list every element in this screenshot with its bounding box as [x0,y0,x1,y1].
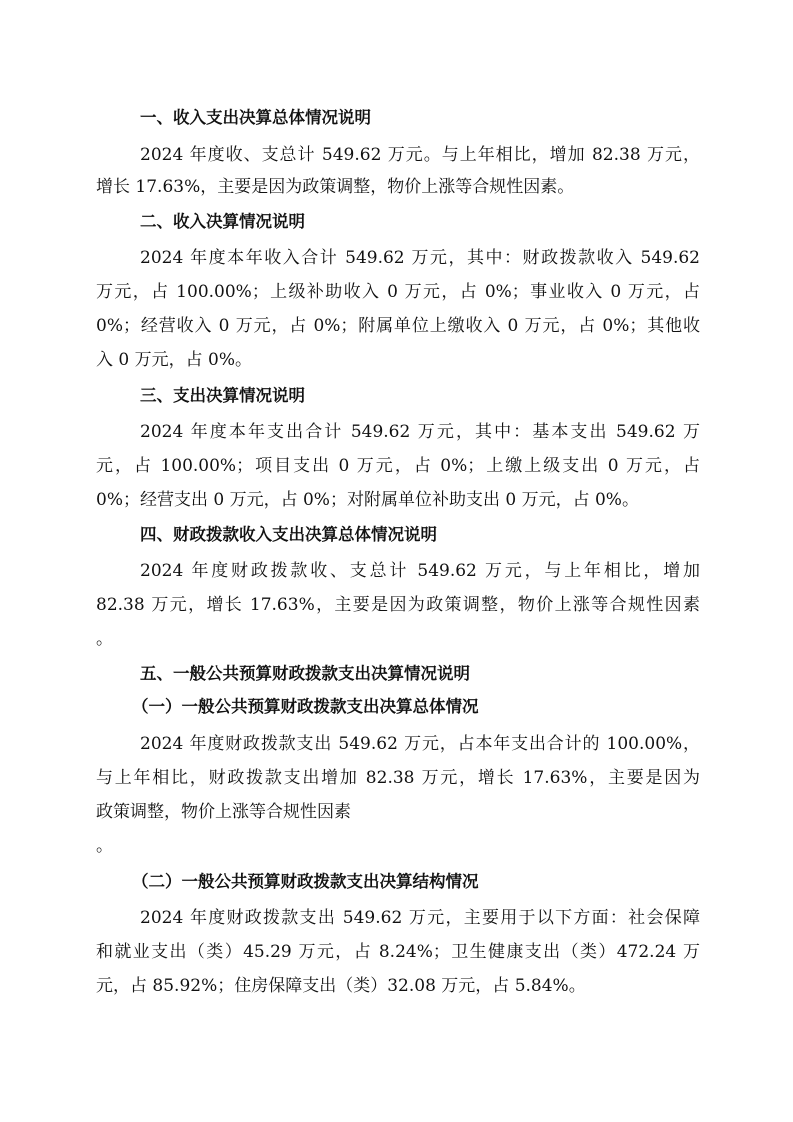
subsection-heading: （一）一般公共预算财政拨款支出决算总体情况 [132,697,479,716]
paragraph-line: 2024 年度财政拨款收、支总计 549.62 万元，与上年相比，增加 [140,561,700,581]
section-heading: 一、收入支出决算总体情况说明 [140,108,371,127]
paragraph-line: 入 0 万元，占 0%。 [96,350,252,370]
section-heading: 四、财政拨款收入支出决算总体情况说明 [140,525,437,544]
paragraph-line: 政策调整，物价上涨等合规性因素 [96,802,351,822]
paragraph-line: 与上年相比，财政拨款支出增加 82.38 万元，增长 17.63%，主要是因为 [96,768,700,788]
paragraph-line: 增长 17.63%，主要是因为政策调整，物价上涨等合规性因素。 [96,177,575,197]
section-heading: 五、一般公共预算财政拨款支出决算情况说明 [140,664,470,683]
paragraph-line: 2024 年度本年支出合计 549.62 万元，其中：基本支出 549.62 万 [140,422,700,442]
paragraph-line: 2024 年度财政拨款支出 549.62 万元，占本年支出合计的 100.00%， [140,734,700,754]
paragraph-line: 。 [96,629,113,649]
subsection-heading: （二）一般公共预算财政拨款支出决算结构情况 [132,872,479,891]
paragraph-line: 0%；经营支出 0 万元，占 0%；对附属单位补助支出 0 万元，占 0%。 [96,490,639,510]
paragraph-line: 万元，占 100.00%；上级补助收入 0 万元，占 0%；事业收入 0 万元，占 [96,282,700,302]
paragraph-line: 元，占 100.00%；项目支出 0 万元，占 0%；上缴上级支出 0 万元，占 [96,456,700,476]
paragraph-line: 0%；经营收入 0 万元，占 0%；附属单位上缴收入 0 万元，占 0%；其他收 [96,316,700,336]
paragraph-line: 。 [96,836,113,856]
paragraph-line: 2024 年度本年收入合计 549.62 万元，其中：财政拨款收入 549.62 [140,248,700,268]
section-heading: 二、收入决算情况说明 [140,212,305,231]
paragraph-line: 2024 年度财政拨款支出 549.62 万元，主要用于以下方面：社会保障 [140,908,700,928]
paragraph-line: 2024 年度收、支总计 549.62 万元。与上年相比，增加 82.38 万元， [140,145,700,165]
section-heading: 三、支出决算情况说明 [140,386,305,405]
paragraph-line: 82.38 万元，增长 17.63%，主要是因为政策调整，物价上涨等合规性因素 [96,595,700,615]
paragraph-line: 元，占 85.92%；住房保障支出（类）32.08 万元，占 5.84%。 [96,976,586,996]
paragraph-line: 和就业支出（类）45.29 万元，占 8.24%；卫生健康支出（类）472.24 万 [96,942,700,962]
